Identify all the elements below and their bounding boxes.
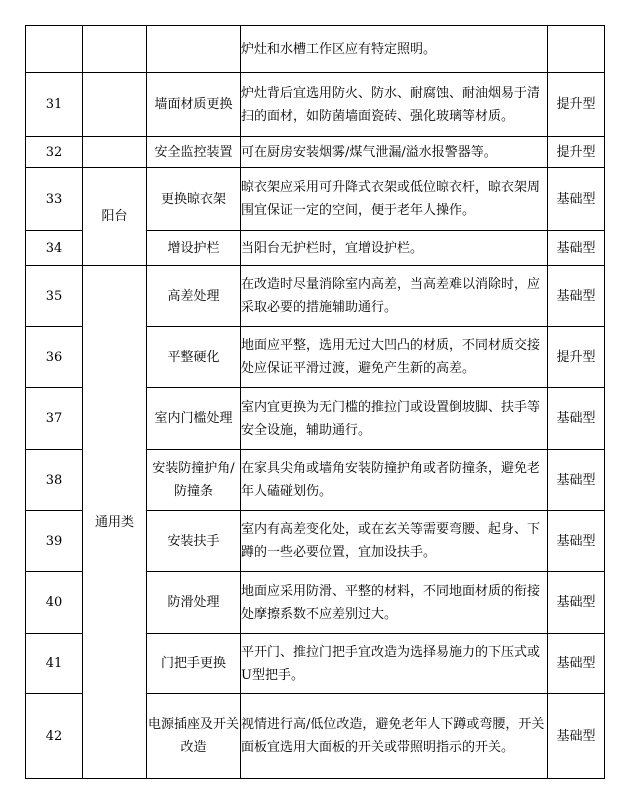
type-cell: [548, 26, 605, 73]
row-number: [26, 26, 83, 73]
type-cell: 基础型: [548, 511, 605, 572]
type-cell: 提升型: [548, 327, 605, 388]
category-cell: 通用类: [83, 266, 147, 779]
row-number: 41: [26, 634, 83, 694]
item-cell: 安全监控装置: [147, 137, 241, 168]
row-number: 32: [26, 137, 83, 168]
row-number: 33: [26, 168, 83, 231]
item-cell: 更换晾衣架: [147, 168, 241, 231]
item-cell: 门把手更换: [147, 634, 241, 694]
description-cell: 地面应采用防滑、平整的材料，不同地面材质的衔接处摩擦系数不应差别过大。: [241, 572, 548, 634]
item-cell: 安装防撞护角/防撞条: [147, 450, 241, 511]
description-cell: 炉灶背后宜选用防火、防水、耐腐蚀、耐油烟易于清扫的面材，如防菌墙面瓷砖、强化玻璃等材质。: [241, 73, 548, 137]
item-cell: 增设护栏: [147, 231, 241, 266]
row-number: 34: [26, 231, 83, 266]
row-number: 35: [26, 266, 83, 327]
table-row: [26, 168, 605, 231]
description-cell: 晾衣架应采用可升降式衣架或低位晾衣杆，晾衣架周围宜保证一定的空间，便于老年人操作。: [241, 168, 548, 231]
type-cell: 基础型: [548, 266, 605, 327]
category-cell: 阳台: [83, 168, 147, 266]
item-cell: [147, 26, 241, 73]
description-cell: 在改造时尽量消除室内高差，当高差难以消除时，应采取必要的措施辅助通行。: [241, 266, 548, 327]
item-cell: 防滑处理: [147, 572, 241, 634]
row-number: 42: [26, 694, 83, 779]
type-cell: 基础型: [548, 450, 605, 511]
item-cell: 安装扶手: [147, 511, 241, 572]
description-cell: 室内有高差变化处，或在玄关等需要弯腰、起身、下蹲的一些必要位置，宜加设扶手。: [241, 511, 548, 572]
description-cell: 可在厨房安装烟雾/煤气泄漏/溢水报警器等。: [241, 137, 548, 168]
row-number: 38: [26, 450, 83, 511]
description-cell: 室内宜更换为无门槛的推拉门或设置倒坡脚、扶手等安全设施，辅助通行。: [241, 388, 548, 450]
row-number: 37: [26, 388, 83, 450]
description-cell: 平开门、推拉门把手宜改造为选择易施力的下压式或U型把手。: [241, 634, 548, 694]
item-cell: 平整硬化: [147, 327, 241, 388]
row-number: 39: [26, 511, 83, 572]
item-cell: 电源插座及开关改造: [147, 694, 241, 779]
row-number: 40: [26, 572, 83, 634]
type-cell: 基础型: [548, 388, 605, 450]
type-cell: 提升型: [548, 137, 605, 168]
description-cell: 视情进行高/低位改造，避免老年人下蹲或弯腰，开关面板宜选用大面板的开关或带照明指示的开关。: [241, 694, 548, 779]
item-cell: 室内门槛处理: [147, 388, 241, 450]
category-cell: [83, 26, 147, 73]
spec-table: [25, 25, 605, 779]
row-number: 36: [26, 327, 83, 388]
table-row: [26, 26, 605, 73]
type-cell: 提升型: [548, 73, 605, 137]
description-cell: 炉灶和水槽工作区应有特定照明。: [241, 26, 548, 73]
type-cell: 基础型: [548, 168, 605, 231]
row-number: 31: [26, 73, 83, 137]
type-cell: 基础型: [548, 694, 605, 779]
item-cell: 墙面材质更换: [147, 73, 241, 137]
item-cell: 高差处理: [147, 266, 241, 327]
table-row: [26, 73, 605, 137]
table-row: [26, 137, 605, 168]
table-row: [26, 266, 605, 327]
type-cell: 基础型: [548, 634, 605, 694]
type-cell: 基础型: [548, 572, 605, 634]
description-cell: 在家具尖角或墙角安装防撞护角或者防撞条，避免老年人磕碰划伤。: [241, 450, 548, 511]
description-cell: 当阳台无护栏时，宜增设护栏。: [241, 231, 548, 266]
category-cell: [83, 137, 147, 168]
type-cell: 基础型: [548, 231, 605, 266]
description-cell: 地面应平整，选用无过大凹凸的材质，不同材质交接处应保证平滑过渡，避免产生新的高差。: [241, 327, 548, 388]
category-cell: [83, 73, 147, 137]
